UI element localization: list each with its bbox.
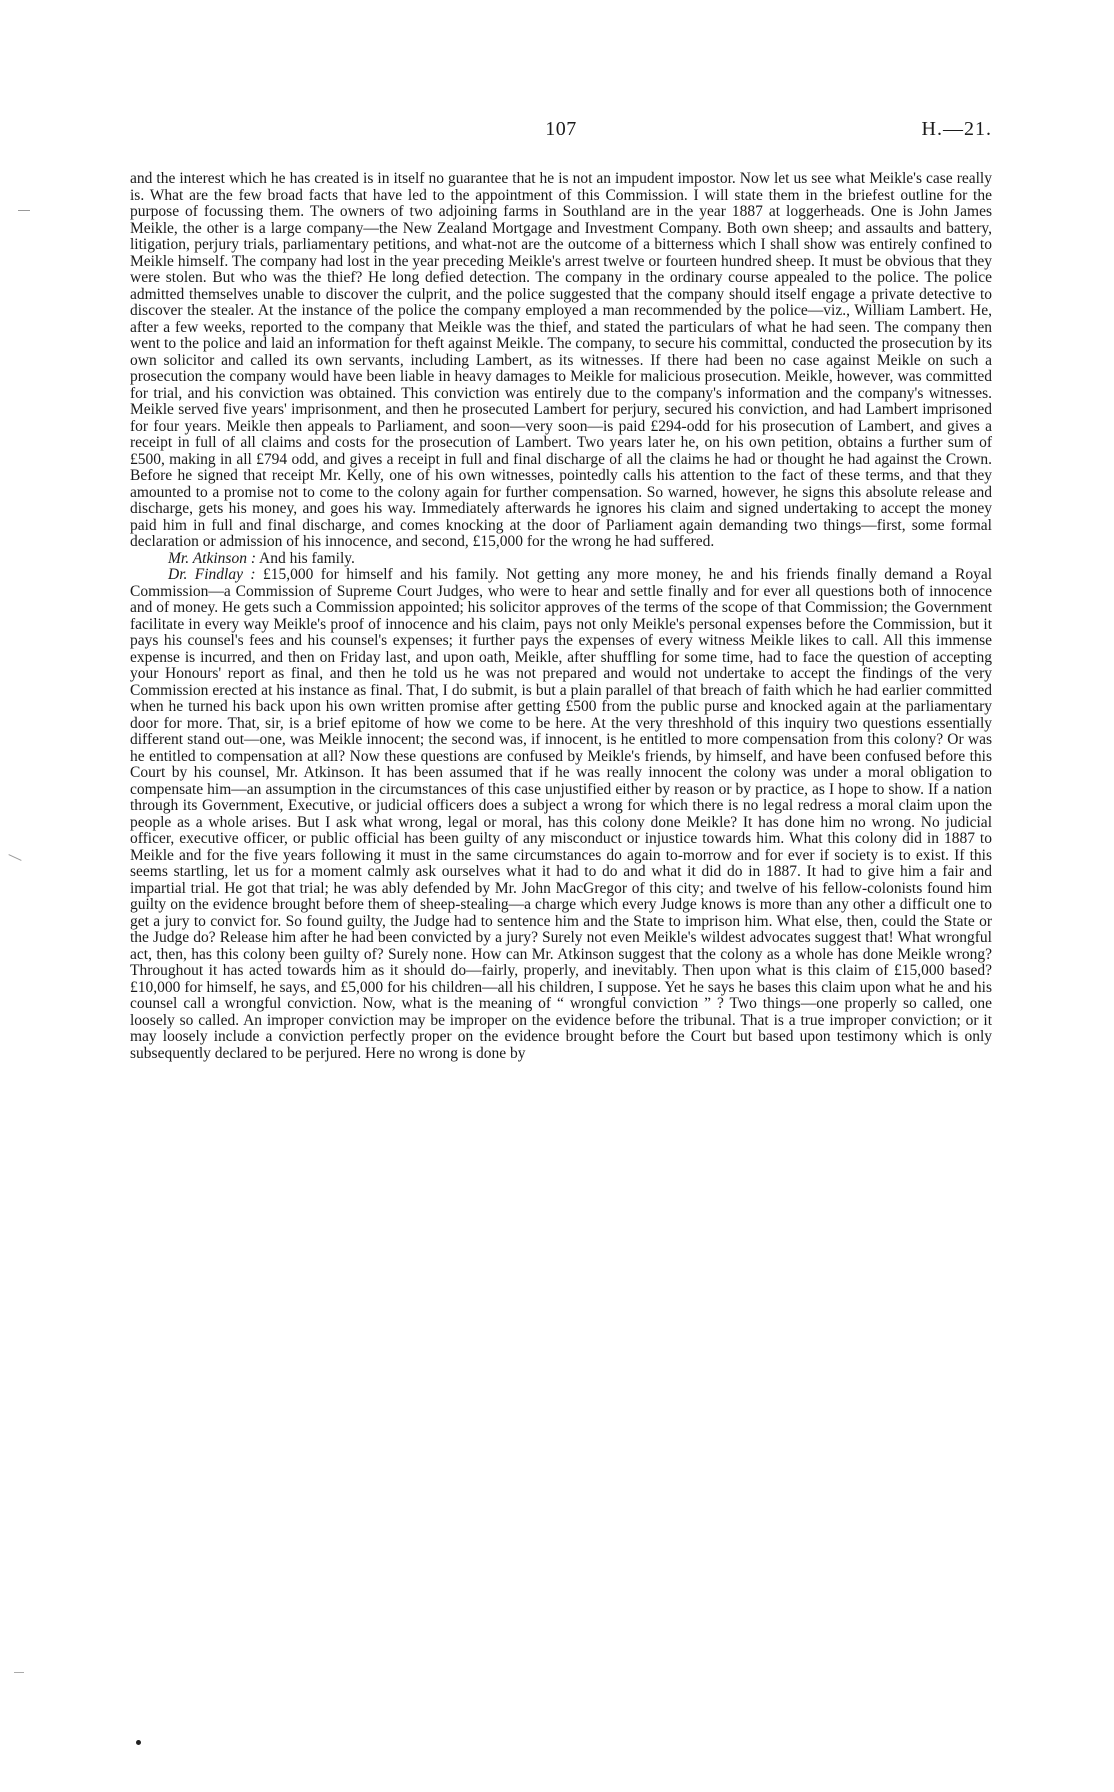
- body-text: [130, 171, 992, 1062]
- speaker-atkinson: Mr. Atkinson :: [168, 549, 256, 567]
- page-number: 107: [545, 118, 577, 140]
- margin-tick-mark: [8, 854, 21, 861]
- paragraph-opening: and the interest which he has created is in itself no guarantee that he is not an impudent impostor. Now let us see what Meikle's case really is. What are the few broad facts that have led to the appointment of this Commission. I will state them in the briefest outline for the purpose of focussing them. The owners of two adjoining farms in Southland are in the year 1887 at loggerheads. One is John James Meikle, the other is a large company—the New Zealand Mortgage and Investment Company. Both own sheep; and assaults and battery, litigation, perjury trials, parliamentary petitions, and what-not are the outcome of a bitterness which I shall show was entirely confined to Meikle himself. The company had lost in the year preceding Meikle's arrest twelve or fourteen hundred sheep. It must be obvious that they were stolen. But who was the thief? He long defied detection. The company in the ordinary course appealed to the police. The police admitted themselves unable to discover the culprit, and the police suggested that the company should itself engage a private detective to discover the stealer. At the instance of the police the company employed a man recommended by the police—viz., William Lambert. He, after a few weeks, reported to the company that Meikle was the thief, and stated the particulars of what he had seen. The company then went to the police and laid an information for theft against Meikle. The company, to secure his committal, conducted the prosecution by its own solicitor and called its own servants, including Lambert, as its witnesses. If there had been no case against Meikle on such a prosecution the company would have been liable in heavy damages to Meikle for malicious prosecution. Meikle, however, was committed for trial, and his conviction was obtained. This conviction was entirely due to the company's information and the company's witnesses. Meikle served five years' imprisonment, and then he prosecuted Lambert for perjury, secured his conviction, and had Lambert imprisoned for four years. Meikle then appeals to Parliament, and soon—very soon—is paid £294-odd for his prosecution of Lambert, and gives a receipt in full of all claims and costs for the prosecution of Lambert. Two years later he, on his own petition, obtains a further sum of £500, making in all £794 odd, and gives a receipt in full and final discharge of all the claims he had or thought he had against the Crown. Before he signed that receipt Mr. Kelly, one of his own witnesses, pointedly calls his attention to the fact of these terms, and that they amounted to a promise not to come to the colony again for further compensation. So warned, however, he signs this absolute release and discharge, gets his money, and goes his way. Immediately afterwards he ignores his claim and signed undertaking to accept the money paid him in full and final discharge, and comes knocking at the door of Parliament again demanding two things—first, some formal declaration or admission of his innocence, and second, £15,000 for the wrong he had suffered.: [130, 170, 992, 550]
- speaker-findlay: Dr. Findlay :: [168, 566, 256, 583]
- document-reference: H.—21.: [921, 118, 992, 140]
- margin-tick-mark: [18, 210, 30, 211]
- paragraph-atkinson-interjection: [130, 551, 992, 568]
- paragraph-findlay-reply: [130, 567, 992, 1062]
- page-header: [130, 118, 992, 148]
- margin-tick-mark: [14, 1672, 24, 1673]
- atkinson-remark: And his family.: [259, 549, 355, 567]
- findlay-remark: £15,000 for himself and his family. Not getting any more money, he and his friends finally demand a Royal Commission—a Commission of Supreme Court Judges, who were to hear and settle finally and for ever all questions both of innocence and of money. He gets such a Commission appointed; his solicitor approves of the terms of the scope of that Commission; the Government facilitate in every way Meikle's proof of innocence and his claim, pays not only Meikle's personal expenses before the Commission, but it pays his counsel's fees and his counsel's expenses; it further pays the expenses of every witness Meikle likes to call. All this immense expense is incurred, and then on Friday last, and upon oath, Meikle, after shuffling for some time, had to face the question of accepting your Honours' report as final, and then he told us he was not prepared and would not undertake to accept the findings of the very Commission erected at his instance as final. That, I do submit, is but a plain parallel of that breach of faith which he had earlier committed when he turned his back upon his own written promise after getting £500 from the public purse and knocked again at the parliamentary door for more. That, sir, is a brief epitome of how we come to be here. At the very threshhold of this inquiry two questions essentially different stand out—one, was Meikle innocent; the second was, if innocent, is he entitled to more compensation from this colony? Or was he entitled to compensation at all? Now these questions are confused by Meikle's friends, by himself, and have been confused before this Court by his counsel, Mr. Atkinson. It has been assumed that if he was really innocent the colony was under a moral obligation to compensate him—an assumption in the circumstances of this case unjustified either by reason or by practice, as I hope to show. If a nation through its Government, Executive, or judicial officers does a subject a wrong for which there is no legal redress a moral claim upon the people as a whole arises. But I ask what wrong, legal or moral, has this colony done Meikle? It has done him no wrong. No judicial officer, executive officer, or public official has been guilty of any misconduct or injustice towards him. What this colony did in 1887 to Meikle and for the five years following it must in the same circumstances do again to-morrow and for ever if society is to exist. If this seems startling, let us for a moment calmly ask ourselves what it had to do and what it did do in 1887. It had to give him a fair and impartial trial. He got that trial; he was ably defended by Mr. John MacGregor of this city; and twelve of his fellow-colonists found him guilty on the evidence brought before them of sheep-stealing—a charge which every Judge knows is more than any other a difficult one to get a jury to convict for. So found guilty, the Judge had to sentence him and the State to imprison him. What else, then, could the State or the Judge do? Release him after he had been convicted by a jury? Surely not even Meikle's wildest advocates suggest that! What wrongful act, then, has this colony been guilty of? Surely none. How can Mr. Atkinson suggest that the colony as a whole has done Meikle wrong? Throughout it has acted towards him as it should do—fairly, properly, and inevitably. Then upon what is this claim of £15,000 based? £10,000 for himself, he says, and £5,000 for his children—all his children, I suppose. Yet he says he bases this claim upon what he and his counsel call a wrongful conviction. Now, what is the meaning of “ wrongful conviction ” ? Two things—one properly so called, one loosely so called. An improper conviction may be improper on the evidence before the tribunal. That is a true improper conviction; or it may loosely include a conviction perfectly proper on the evidence brought before the Court but based upon testimony which is only subsequently declared to be perjured. Here no wrong is done by: [130, 566, 993, 1062]
- ink-dot-mark: [136, 1740, 141, 1745]
